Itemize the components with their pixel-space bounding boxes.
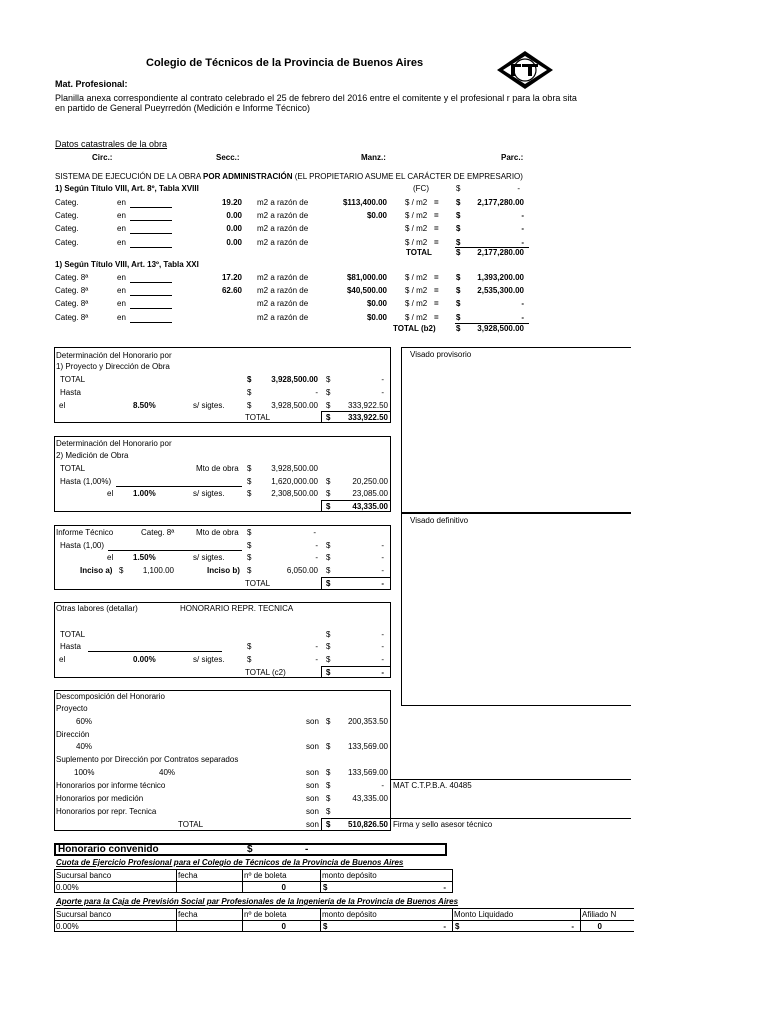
s1rows-2-d: $ <box>456 224 461 234</box>
s2rows-3-val: - <box>521 312 524 322</box>
s2rows-0-qty: 17.20 <box>221 273 242 282</box>
s2rows-0-mid: m2 a razón de <box>257 273 309 282</box>
s2-total-dollar: $ <box>456 324 461 333</box>
s2rows-1-qty: 62.60 <box>221 286 242 296</box>
box2-pct: 1.00% <box>133 489 156 498</box>
box3-total-row-label: TOTAL <box>245 579 271 588</box>
firma-label: Firma y sello asesor técnico <box>393 820 493 829</box>
box2-total-divider <box>321 500 322 512</box>
box1-v3: 3,928,500.00 <box>271 401 318 410</box>
box5-direccion: Dirección <box>56 730 90 739</box>
s1rows-2-val: - <box>521 224 524 234</box>
s2rows-0-rate: $81,000.00 <box>346 273 387 282</box>
aporte-h2: fecha <box>178 910 198 919</box>
box5-s-pct1: 100% <box>74 768 95 777</box>
box1-d2b: $ <box>326 388 331 397</box>
box3-inca-d: $ <box>119 566 124 575</box>
box4-total-divider <box>321 666 322 678</box>
s1-total-label: TOTAL <box>406 248 432 257</box>
s1rows-1-en: en <box>117 211 126 221</box>
box3-line1: Informe Técnico <box>56 528 114 537</box>
box5-total-rule <box>321 818 391 819</box>
box5-s-son: son <box>306 768 319 777</box>
box1-d3b: $ <box>326 401 331 410</box>
box5-t-son: son <box>306 820 319 829</box>
mat-profesional-label: Mat. Profesional: <box>55 79 128 89</box>
box3-inca-v: 1,100.00 <box>142 566 174 575</box>
s1rows-0-blank-line <box>130 207 172 208</box>
box4-total-row-label: TOTAL (c2) <box>245 668 286 677</box>
cuota-col-rule-1 <box>176 869 177 893</box>
s2rows-0-unit: $ / m2 <box>405 273 428 282</box>
s2rows-2-unit: $ / m2 <box>405 299 428 309</box>
box3-incb-d2: $ <box>326 566 331 575</box>
s2rows-2-d: $ <box>456 299 461 309</box>
box2-v2: 1,620,000.00 <box>271 477 318 486</box>
cuota-h4: monto depósito <box>322 871 377 880</box>
s2rows-2-en: en <box>117 299 126 309</box>
s1rows-3-qty: 0.00 <box>226 237 242 247</box>
s1-fc-label: (FC) <box>413 184 429 193</box>
box1-tv: 333,922.50 <box>347 413 388 422</box>
box5-total-divider <box>321 818 322 831</box>
box5-hinf-d: $ <box>326 781 331 790</box>
firma-rule <box>391 818 631 819</box>
s1rows-3-cat: Categ. <box>55 237 79 247</box>
s2rows-3-unit: $ / m2 <box>405 312 428 322</box>
cuota-v1: 0.00% <box>56 883 79 892</box>
box4-v2b: - <box>381 655 384 664</box>
s1-total-dollar: $ <box>456 248 461 257</box>
s2rows-1-d: $ <box>456 286 461 296</box>
sistema-prefix: SISTEMA DE EJECUCIÓN DE LA OBRA <box>55 172 204 181</box>
s1rows-3-en: en <box>117 237 126 247</box>
box3-d1b: $ <box>326 541 331 550</box>
aporte-v3: 0 <box>281 922 286 931</box>
s1rows-0-eq: = <box>434 198 439 207</box>
s1rows-2-blank-line <box>130 233 172 234</box>
box1-line2: 1) Proyecto y Dirección de Obra <box>56 362 170 371</box>
box5-hrep-son: son <box>306 807 319 816</box>
box4-v0: - <box>381 630 384 639</box>
box3-sig: s/ sigtes. <box>193 553 225 562</box>
s1rows-2-en: en <box>117 224 126 234</box>
s2rows-1-blank-line <box>130 295 172 296</box>
cuota-v4: - <box>443 883 446 892</box>
box2-total-rule <box>321 500 391 501</box>
s1rows-0-rate: $113,400.00 <box>342 198 387 207</box>
s1rows-1-eq: = <box>434 211 439 221</box>
s1rows-2-eq: = <box>434 224 439 234</box>
s1rows-3-d: $ <box>456 237 461 247</box>
aporte-v4: - <box>443 922 446 931</box>
box5-hmed-son: son <box>306 794 319 803</box>
visado-definitivo-label: Visado definitivo <box>410 516 469 525</box>
box3-pct: 1.50% <box>133 553 156 562</box>
box5-p-v: 200,353.50 <box>347 717 388 726</box>
s2-total-label: TOTAL (b2) <box>393 324 436 333</box>
box1-d1: $ <box>247 375 252 384</box>
box2-v3: 2,308,500.00 <box>271 489 318 498</box>
s1rows-1-mid: m2 a razón de <box>257 211 309 221</box>
box1-total-rule <box>321 411 391 412</box>
visado-provisorio-label: Visado provisorio <box>410 350 472 359</box>
box5-line1: Descomposición del Honorario <box>56 692 165 701</box>
page-title: Colegio de Técnicos de la Provincia de Buenos Aires <box>146 57 424 69</box>
box3-hasta: Hasta (1,00) <box>60 541 105 550</box>
aporte-title: Aporte para la Caja de Previsión Social par Profesionales de la Ingeniería de la Provincia de Buenos Aires <box>56 897 459 906</box>
box4-d2: $ <box>247 655 252 664</box>
box5-s-v: 133,569.00 <box>347 768 388 777</box>
s2rows-2-val: - <box>521 299 524 309</box>
box1-d2: $ <box>247 388 252 397</box>
intro-line-1: Planilla anexa correspondiente al contrato celebrado el 25 de febrero del 2016 entre el comitente y el profesional r para la obra sita <box>55 93 577 103</box>
s2rows-3-eq: = <box>434 312 439 322</box>
box2-total-label: TOTAL <box>60 464 86 473</box>
box1-v1: 3,928,500.00 <box>271 375 318 384</box>
circ-label: Circ.: <box>92 153 113 162</box>
aporte-h4: monto depósito <box>322 910 377 919</box>
manz-label: Manz.: <box>361 153 386 162</box>
aporte-h5: Monto Liquidado <box>454 910 514 919</box>
cuota-col-rule-3 <box>320 869 321 893</box>
box2-v1: 3,928,500.00 <box>271 464 318 473</box>
cuota-v4-dollar: $ <box>323 883 328 892</box>
box2-d1: $ <box>247 464 252 473</box>
box3-d2b: $ <box>326 553 331 562</box>
box4-hasta-line <box>88 651 222 652</box>
box5-p-d: $ <box>326 717 331 726</box>
box1-el: el <box>59 401 66 410</box>
s2rows-1-unit: $ / m2 <box>405 286 428 296</box>
box5-hrep-d: $ <box>326 807 331 816</box>
s2rows-1-en: en <box>117 286 126 296</box>
box5-d-son: son <box>306 742 319 751</box>
box3-incb-v2: - <box>381 566 384 575</box>
box3-mto: Mto de obra <box>196 528 239 537</box>
s2rows-3-rate: $0.00 <box>366 312 387 322</box>
box5-d-d: $ <box>326 742 331 751</box>
s2rows-2-blank-line <box>130 308 172 309</box>
box4-el: el <box>59 655 66 664</box>
box3-v2b: - <box>381 553 384 562</box>
box2-hasta-line <box>116 486 242 487</box>
s2rows-1-val: 2,535,300.00 <box>477 286 524 296</box>
s2rows-1-cat: Categ. 8ª <box>55 286 89 296</box>
box3-hasta-line <box>108 550 242 551</box>
sistema-bold: POR ADMINISTRACIÓN <box>203 172 293 181</box>
cuota-v3: 0 <box>281 883 286 892</box>
aporte-v1: 0.00% <box>56 922 79 931</box>
cuota-row-rule <box>54 881 453 882</box>
box4-d1b: $ <box>326 642 331 651</box>
box3-v1: - <box>315 541 318 550</box>
visado-definitivo-box <box>401 513 631 706</box>
s2rows-0-blank-line <box>130 282 172 283</box>
box3-total-rule <box>321 577 391 578</box>
s2rows-3-blank-line <box>130 322 172 323</box>
box1-sig: s/ sigtes. <box>193 401 225 410</box>
honorario-convenido-label: Honorario convenido <box>58 844 159 855</box>
s1-fc-value: - <box>517 184 520 193</box>
mat-rule <box>391 779 631 780</box>
box2-hasta: Hasta (1,00%) <box>60 477 112 486</box>
s1rows-0-unit: $ / m2 <box>405 198 428 207</box>
box3-td: $ <box>326 579 331 588</box>
s2rows-0-eq: = <box>434 273 439 282</box>
s1rows-0-val: 2,177,280.00 <box>477 198 524 207</box>
box2-line1: Determinación del Honorario por <box>56 439 172 448</box>
box4-v2: - <box>315 655 318 664</box>
box2-mto: Mto de obra <box>196 464 239 473</box>
box4-hasta: Hasta <box>60 642 81 651</box>
box5-hmed: Honorarios por medición <box>56 794 144 803</box>
box3-incb-d: $ <box>247 566 252 575</box>
box1-v1b: - <box>381 375 384 384</box>
cuota-title: Cuota de Ejercicio Profesional para el Colegio de Técnicos de la Provincia de Buenos Aires <box>56 858 404 867</box>
s1rows-1-rate: $0.00 <box>366 211 387 221</box>
box3-tv: - <box>381 579 384 588</box>
box5-t-v: 510,826.50 <box>347 820 388 829</box>
box4-total-label: TOTAL <box>60 630 86 639</box>
box1-v3b: 333,922.50 <box>347 401 388 410</box>
box4-total-rule <box>321 666 391 667</box>
s2-heading: 1) Según Título VIII, Art. 13º, Tabla XXI <box>55 260 199 269</box>
s1rows-2-mid: m2 a razón de <box>257 224 309 234</box>
visado-provisorio-box <box>401 347 631 513</box>
box1-v2: - <box>315 388 318 397</box>
s2rows-2-cat: Categ. 8ª <box>55 299 89 309</box>
box1-td: $ <box>326 413 331 422</box>
s1rows-0-mid: m2 a razón de <box>257 198 309 207</box>
logo-emblem-icon <box>496 50 554 90</box>
box1-pct: 8.50% <box>133 401 156 410</box>
box3-d0: $ <box>247 528 252 537</box>
s2rows-0-cat: Categ. 8ª <box>55 273 89 282</box>
box5-proyecto: Proyecto <box>56 704 88 713</box>
box3-cat: Categ. 8ª <box>141 528 175 537</box>
box4-v1: - <box>315 642 318 651</box>
aporte-col-rule-5 <box>580 908 581 932</box>
box3-d2: $ <box>247 553 252 562</box>
s2rows-0-en: en <box>117 273 126 282</box>
sistema-suffix: (EL PROPIETARIO ASUME EL CARÁCTER DE EMPRESARIO) <box>292 172 523 181</box>
aporte-v6: 0 <box>597 922 602 931</box>
catastro-heading: Datos catastrales de la obra <box>55 139 168 149</box>
s2rows-0-val: 1,393,200.00 <box>477 273 524 282</box>
s1-heading: 1) Según Título VIII, Art. 8º, Tabla XVIII <box>55 184 199 193</box>
box5-hmed-d: $ <box>326 794 331 803</box>
s2rows-0-d: $ <box>456 273 461 282</box>
box1-total-label: TOTAL <box>60 375 86 384</box>
honorario-convenido-value: - <box>305 844 309 855</box>
box5-s-d: $ <box>326 768 331 777</box>
s1rows-2-qty: 0.00 <box>226 224 242 234</box>
aporte-col-rule-3 <box>320 908 321 932</box>
box4-line1: Otras labores (detallar) <box>56 604 138 613</box>
s1rows-1-unit: $ / m2 <box>405 211 428 221</box>
box2-d2: $ <box>247 477 252 486</box>
box2-sig: s/ sigtes. <box>193 489 225 498</box>
s2rows-2-rate: $0.00 <box>366 299 387 309</box>
aporte-col-rule-2 <box>242 908 243 932</box>
cuota-h2: fecha <box>178 871 198 880</box>
box4-d2b: $ <box>326 655 331 664</box>
s2rows-1-eq: = <box>434 286 439 296</box>
s1rows-0-cat: Categ. <box>55 198 79 207</box>
box3-d1: $ <box>247 541 252 550</box>
box5-hrep: Honorarios por repr. Tecnica <box>56 807 157 816</box>
box5-hinf: Honorarios por informe técnico <box>56 781 166 790</box>
aporte-col-rule-4 <box>452 908 453 932</box>
box2-d3b: $ <box>326 489 331 498</box>
box2-d3: $ <box>247 489 252 498</box>
college-logo <box>496 50 554 90</box>
s1rows-1-cat: Categ. <box>55 211 79 221</box>
s1rows-3-val: - <box>521 237 524 247</box>
s2rows-2-mid: m2 a razón de <box>257 299 309 309</box>
mat-number: MAT C.T.P.B.A. 40485 <box>393 781 472 790</box>
s1rows-0-d: $ <box>456 198 461 207</box>
s2rows-2-eq: = <box>434 299 439 309</box>
aporte-v5: - <box>571 922 574 931</box>
s1rows-3-unit: $ / m2 <box>405 237 428 247</box>
box5-d-v: 133,569.00 <box>347 742 388 751</box>
box5-s-pct2: 40% <box>159 768 176 777</box>
box5-total: TOTAL <box>178 820 204 829</box>
s1rows-1-d: $ <box>456 211 461 221</box>
box3-incb-v: 6,050.00 <box>286 566 318 575</box>
sistema-line <box>55 172 523 182</box>
s2rows-3-mid: m2 a razón de <box>257 312 309 322</box>
box2-line2: 2) Medición de Obra <box>56 451 129 460</box>
aporte-v4-dollar: $ <box>323 922 328 931</box>
aporte-h1: Sucursal banco <box>56 910 112 919</box>
cuota-h1: Sucursal banco <box>56 871 112 880</box>
box4-v1b: - <box>381 642 384 651</box>
box1-v2b: - <box>381 388 384 397</box>
box5-suplemento: Suplemento por Dirección por Contratos separados <box>56 755 239 764</box>
cuota-col-rule-2 <box>242 869 243 893</box>
s1rows-1-blank-line <box>130 220 172 221</box>
s2rows-1-mid: m2 a razón de <box>257 286 309 296</box>
s1rows-1-qty: 0.00 <box>226 211 242 221</box>
box2-d2b: $ <box>326 477 331 486</box>
box2-v3b: 23,085.00 <box>352 489 388 498</box>
s1rows-2-unit: $ / m2 <box>405 224 428 234</box>
s2rows-3-en: en <box>117 312 126 322</box>
box5-p-son: son <box>306 717 319 726</box>
s2rows-3-cat: Categ. 8ª <box>55 312 89 322</box>
box3-v0: - <box>313 528 316 537</box>
s1rows-3-eq: = <box>434 237 439 247</box>
box3-total-divider <box>321 577 322 589</box>
honorario-convenido-dollar: $ <box>247 844 253 855</box>
box4-d0: $ <box>326 630 331 639</box>
intro-line-2: en partido de General Pueyrredón (Medición e Informe Técnico) <box>55 103 310 113</box>
box5-d-pct: 40% <box>76 742 93 751</box>
box3-el: el <box>107 553 114 562</box>
box1-total-divider <box>321 411 322 423</box>
box5-hinf-v: - <box>381 781 384 790</box>
aporte-row-rule <box>54 920 634 921</box>
box4-line1b: HONORARIO REPR. TECNICA <box>180 604 294 613</box>
aporte-h6: Afiliado N <box>582 910 617 919</box>
box2-v2b: 20,250.00 <box>352 477 388 486</box>
s1-fc-dollar: $ <box>456 184 461 193</box>
box1-hasta: Hasta <box>60 388 81 397</box>
box2-td: $ <box>326 502 331 511</box>
s1rows-2-cat: Categ. <box>55 224 79 234</box>
box4-pct: 0.00% <box>133 655 156 664</box>
box4-d1: $ <box>247 642 252 651</box>
box3-incb: Inciso b) <box>207 566 240 575</box>
s2-total-value: 3,928,500.00 <box>477 324 524 333</box>
s1-total-value: 2,177,280.00 <box>477 248 524 257</box>
box1-total-row-label: TOTAL <box>245 413 271 422</box>
box1-d1b: $ <box>326 375 331 384</box>
s1rows-0-qty: 19.20 <box>221 198 242 207</box>
cuota-h3: nº de boleta <box>244 871 287 880</box>
box3-inca: Inciso a) <box>80 566 113 575</box>
box4-td: $ <box>326 668 331 677</box>
s2rows-3-d: $ <box>456 312 461 322</box>
box5-hinf-son: son <box>306 781 319 790</box>
secc-label: Secc.: <box>216 153 240 162</box>
box2-tv: 43,335.00 <box>352 502 388 511</box>
parc-label: Parc.: <box>501 153 524 162</box>
s1rows-3-blank-line <box>130 247 172 248</box>
aporte-col-rule-1 <box>176 908 177 932</box>
box4-sig: s/ sigtes. <box>193 655 225 664</box>
aporte-h3: nº de boleta <box>244 910 287 919</box>
box1-line1: Determinación del Honorario por <box>56 351 172 360</box>
box5-p-pct: 60% <box>76 717 93 726</box>
box5-t-d: $ <box>326 820 331 829</box>
s1rows-3-mid: m2 a razón de <box>257 237 309 247</box>
s1rows-1-val: - <box>521 211 524 221</box>
box1-d3: $ <box>247 401 252 410</box>
box4-tv: - <box>381 668 384 677</box>
box3-v2: - <box>315 553 318 562</box>
box3-v1b: - <box>381 541 384 550</box>
s2rows-1-rate: $40,500.00 <box>346 286 387 296</box>
box5-hmed-v: 43,335.00 <box>352 794 388 803</box>
box2-el: el <box>107 489 114 498</box>
aporte-v5-dollar: $ <box>455 922 460 931</box>
s1rows-0-en: en <box>117 198 126 207</box>
